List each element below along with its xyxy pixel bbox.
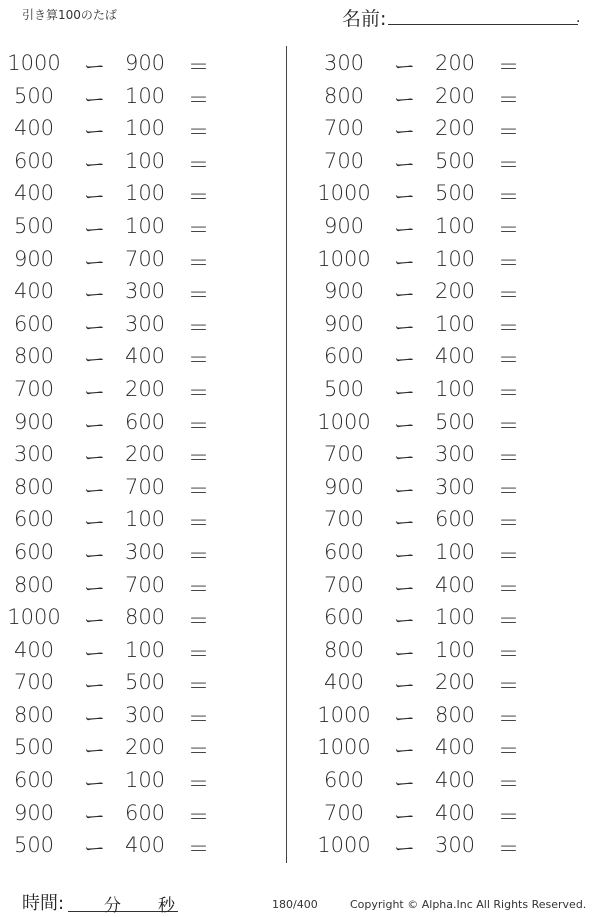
minuend: 900 — [323, 474, 365, 499]
problem-row — [310, 47, 550, 80]
minus-sign: ー — [84, 837, 105, 862]
problem-row — [0, 797, 240, 830]
minus-sign: ー — [394, 413, 415, 438]
equals-sign: ＝ — [498, 772, 519, 797]
subtrahend: 800 — [434, 702, 476, 727]
minuend: 700 — [323, 442, 365, 467]
problem-row — [310, 275, 550, 308]
minus-sign: ー — [394, 250, 415, 275]
equals-sign: ＝ — [188, 511, 209, 536]
minus-sign: ー — [84, 609, 105, 634]
minus-sign: ー — [394, 576, 415, 601]
problem-row — [0, 406, 240, 439]
problem-row — [0, 731, 240, 764]
subtrahend: 400 — [434, 768, 476, 793]
minuend: 700 — [13, 376, 55, 401]
minus-sign: ー — [84, 543, 105, 568]
minus-sign: ー — [394, 120, 415, 145]
problem-row — [310, 308, 550, 341]
problem-row — [0, 210, 240, 243]
minuend: 800 — [323, 637, 365, 662]
equals-sign: ＝ — [498, 120, 519, 145]
minuend: 700 — [323, 572, 365, 597]
minuend: 800 — [323, 83, 365, 108]
subtrahend: 100 — [124, 768, 166, 793]
problem-row — [310, 503, 550, 536]
minus-sign: ー — [394, 543, 415, 568]
subtrahend: 500 — [124, 670, 166, 695]
minus-sign: ー — [394, 446, 415, 471]
minus-sign: ー — [84, 250, 105, 275]
minuend: 900 — [323, 311, 365, 336]
minus-sign: ー — [84, 315, 105, 340]
equals-sign: ＝ — [188, 380, 209, 405]
equals-sign: ＝ — [188, 446, 209, 471]
problem-row — [0, 80, 240, 113]
problem-row — [0, 829, 240, 862]
problem-row — [310, 340, 550, 373]
minuend: 500 — [13, 735, 55, 760]
problem-row — [0, 340, 240, 373]
left-problem-column — [0, 47, 240, 862]
minus-sign: ー — [394, 380, 415, 405]
seconds-label: 秒 — [158, 896, 175, 916]
problem-row — [310, 112, 550, 145]
equals-sign: ＝ — [498, 87, 519, 112]
minus-sign: ー — [84, 446, 105, 471]
equals-sign: ＝ — [188, 641, 209, 666]
subtrahend: 100 — [124, 637, 166, 662]
minuend: 700 — [323, 148, 365, 173]
problem-row — [0, 47, 240, 80]
equals-sign: ＝ — [498, 217, 519, 242]
problem-row — [310, 731, 550, 764]
name-label: 名前: — [342, 8, 387, 30]
minus-sign: ー — [394, 315, 415, 340]
subtrahend: 100 — [434, 637, 476, 662]
equals-sign: ＝ — [188, 739, 209, 764]
minus-sign: ー — [84, 511, 105, 536]
problem-row — [310, 634, 550, 667]
subtrahend: 200 — [434, 279, 476, 304]
minuend: 1000 — [317, 833, 371, 858]
equals-sign: ＝ — [498, 283, 519, 308]
subtrahend: 400 — [434, 344, 476, 369]
equals-sign: ＝ — [188, 283, 209, 308]
subtrahend: 500 — [434, 181, 476, 206]
minuend: 600 — [323, 344, 365, 369]
subtrahend: 100 — [434, 605, 476, 630]
minuend: 900 — [323, 213, 365, 238]
minuend: 700 — [323, 116, 365, 141]
minus-sign: ー — [84, 120, 105, 145]
minus-sign: ー — [394, 641, 415, 666]
minuend: 400 — [323, 670, 365, 695]
equals-sign: ＝ — [188, 674, 209, 699]
problem-row — [310, 177, 550, 210]
subtrahend: 100 — [124, 507, 166, 532]
subtrahend: 100 — [124, 116, 166, 141]
equals-sign: ＝ — [188, 706, 209, 731]
equals-sign: ＝ — [498, 576, 519, 601]
minus-sign: ー — [394, 772, 415, 797]
equals-sign: ＝ — [498, 413, 519, 438]
subtrahend: 400 — [434, 800, 476, 825]
equals-sign: ＝ — [498, 837, 519, 862]
minuend: 900 — [323, 279, 365, 304]
minuend: 1000 — [317, 409, 371, 434]
subtrahend: 400 — [124, 344, 166, 369]
equals-sign: ＝ — [188, 543, 209, 568]
minuend: 300 — [323, 51, 365, 75]
minus-sign: ー — [84, 348, 105, 373]
minus-sign: ー — [84, 413, 105, 438]
minus-sign: ー — [84, 185, 105, 210]
equals-sign: ＝ — [188, 348, 209, 373]
equals-sign: ＝ — [188, 804, 209, 829]
equals-sign: ＝ — [188, 609, 209, 634]
subtrahend: 700 — [124, 246, 166, 271]
problem-row — [310, 764, 550, 797]
equals-sign: ＝ — [498, 641, 519, 666]
equals-sign: ＝ — [188, 478, 209, 503]
subtrahend: 200 — [434, 670, 476, 695]
problem-row — [310, 210, 550, 243]
minutes-label: 分 — [104, 896, 121, 916]
equals-sign: ＝ — [498, 706, 519, 731]
equals-sign: ＝ — [188, 837, 209, 862]
problem-row — [310, 536, 550, 569]
problem-row — [310, 666, 550, 699]
minus-sign: ー — [84, 380, 105, 405]
copyright: Copyright © Alpha.Inc All Rights Reserved. — [350, 898, 587, 911]
problem-row — [310, 373, 550, 406]
equals-sign: ＝ — [188, 413, 209, 438]
minuend: 500 — [13, 213, 55, 238]
minus-sign: ー — [84, 772, 105, 797]
equals-sign: ＝ — [498, 511, 519, 536]
minuend: 600 — [13, 507, 55, 532]
problem-row — [0, 569, 240, 602]
minus-sign: ー — [84, 478, 105, 503]
minuend: 700 — [323, 507, 365, 532]
problem-row — [0, 243, 240, 276]
equals-sign: ＝ — [498, 152, 519, 177]
minuend: 900 — [13, 800, 55, 825]
subtrahend: 200 — [124, 735, 166, 760]
subtrahend: 200 — [124, 376, 166, 401]
problem-row — [0, 177, 240, 210]
minus-sign: ー — [84, 804, 105, 829]
subtrahend: 400 — [434, 572, 476, 597]
minuend: 1000 — [7, 605, 61, 630]
problem-row — [310, 829, 550, 862]
subtrahend: 200 — [434, 83, 476, 108]
subtrahend: 200 — [434, 116, 476, 141]
minus-sign: ー — [394, 511, 415, 536]
subtrahend: 800 — [124, 605, 166, 630]
subtrahend: 300 — [434, 474, 476, 499]
problem-row — [0, 145, 240, 178]
problem-row — [0, 503, 240, 536]
minuend: 600 — [13, 539, 55, 564]
equals-sign: ＝ — [498, 609, 519, 634]
minus-sign: ー — [84, 283, 105, 308]
equals-sign: ＝ — [498, 185, 519, 210]
subtrahend: 200 — [434, 51, 476, 75]
subtrahend: 100 — [434, 246, 476, 271]
name-line — [388, 24, 578, 25]
minus-sign: ー — [84, 217, 105, 242]
minuend: 600 — [13, 311, 55, 336]
right-problem-column — [310, 47, 550, 862]
subtrahend: 200 — [124, 442, 166, 467]
page-number: 180/400 — [272, 898, 318, 911]
subtrahend: 300 — [124, 279, 166, 304]
minuend: 500 — [323, 376, 365, 401]
problem-row — [0, 112, 240, 145]
equals-sign: ＝ — [188, 576, 209, 601]
minus-sign: ー — [394, 739, 415, 764]
minus-sign: ー — [84, 87, 105, 112]
equals-sign: ＝ — [498, 446, 519, 471]
minuend: 1000 — [317, 735, 371, 760]
subtrahend: 500 — [434, 148, 476, 173]
minus-sign: ー — [394, 55, 415, 79]
equals-sign: ＝ — [498, 478, 519, 503]
time-label: 時間: — [22, 893, 65, 914]
subtrahend: 300 — [434, 833, 476, 858]
equals-sign: ＝ — [188, 152, 209, 177]
equals-sign: ＝ — [188, 185, 209, 210]
minus-sign: ー — [84, 55, 105, 79]
minus-sign: ー — [84, 706, 105, 731]
equals-sign: ＝ — [498, 315, 519, 340]
problem-row — [0, 666, 240, 699]
equals-sign: ＝ — [498, 380, 519, 405]
problem-row — [310, 569, 550, 602]
subtrahend: 100 — [434, 376, 476, 401]
minuend: 1000 — [317, 702, 371, 727]
subtrahend: 700 — [124, 572, 166, 597]
problem-row — [310, 438, 550, 471]
equals-sign: ＝ — [498, 739, 519, 764]
minuend: 600 — [323, 539, 365, 564]
minus-sign: ー — [394, 478, 415, 503]
subtrahend: 600 — [124, 800, 166, 825]
problem-row — [310, 471, 550, 504]
minuend: 1000 — [317, 181, 371, 206]
subtrahend: 900 — [124, 51, 166, 75]
minus-sign: ー — [394, 706, 415, 731]
minuend: 800 — [13, 474, 55, 499]
problem-row — [0, 536, 240, 569]
minuend: 400 — [13, 116, 55, 141]
equals-sign: ＝ — [188, 772, 209, 797]
problem-row — [310, 145, 550, 178]
subtrahend: 100 — [124, 181, 166, 206]
name-line-end: . — [576, 10, 581, 26]
problem-row — [310, 406, 550, 439]
subtrahend: 300 — [124, 539, 166, 564]
subtrahend: 600 — [434, 507, 476, 532]
minuend: 1000 — [317, 246, 371, 271]
minuend: 600 — [13, 148, 55, 173]
problem-row — [310, 243, 550, 276]
subtrahend: 500 — [434, 409, 476, 434]
minus-sign: ー — [394, 674, 415, 699]
subtrahend: 300 — [434, 442, 476, 467]
equals-sign: ＝ — [188, 250, 209, 275]
problem-row — [0, 634, 240, 667]
minus-sign: ー — [394, 185, 415, 210]
minuend: 500 — [13, 83, 55, 108]
minus-sign: ー — [394, 837, 415, 862]
equals-sign: ＝ — [498, 250, 519, 275]
minus-sign: ー — [394, 283, 415, 308]
equals-sign: ＝ — [188, 217, 209, 242]
problem-row — [310, 601, 550, 634]
minuend: 800 — [13, 344, 55, 369]
minuend: 600 — [323, 768, 365, 793]
minus-sign: ー — [394, 217, 415, 242]
minuend: 800 — [13, 702, 55, 727]
minus-sign: ー — [394, 804, 415, 829]
problem-row — [0, 373, 240, 406]
problem-row — [0, 275, 240, 308]
minuend: 1000 — [7, 51, 61, 75]
problem-row — [310, 797, 550, 830]
subtrahend: 400 — [434, 735, 476, 760]
column-divider — [286, 46, 287, 863]
minus-sign: ー — [84, 152, 105, 177]
subtrahend: 100 — [124, 148, 166, 173]
subtrahend: 300 — [124, 311, 166, 336]
problem-row — [310, 699, 550, 732]
subtrahend: 100 — [434, 539, 476, 564]
equals-sign: ＝ — [498, 543, 519, 568]
subtrahend: 100 — [124, 83, 166, 108]
subtrahend: 600 — [124, 409, 166, 434]
minuend: 600 — [323, 605, 365, 630]
minuend: 500 — [13, 833, 55, 858]
minus-sign: ー — [84, 576, 105, 601]
problem-row — [0, 601, 240, 634]
equals-sign: ＝ — [498, 804, 519, 829]
minus-sign: ー — [84, 739, 105, 764]
problem-row — [0, 471, 240, 504]
equals-sign: ＝ — [498, 348, 519, 373]
minus-sign: ー — [394, 87, 415, 112]
minus-sign: ー — [394, 152, 415, 177]
problem-row — [310, 80, 550, 113]
minuend: 700 — [323, 800, 365, 825]
equals-sign: ＝ — [188, 87, 209, 112]
minuend: 400 — [13, 181, 55, 206]
minus-sign: ー — [394, 348, 415, 373]
subtrahend: 700 — [124, 474, 166, 499]
minus-sign: ー — [394, 609, 415, 634]
equals-sign: ＝ — [188, 315, 209, 340]
problem-row — [0, 699, 240, 732]
minuend: 600 — [13, 768, 55, 793]
equals-sign: ＝ — [498, 674, 519, 699]
equals-sign: ＝ — [188, 55, 209, 79]
minuend: 400 — [13, 279, 55, 304]
subtrahend: 400 — [124, 833, 166, 858]
subtrahend: 100 — [434, 311, 476, 336]
problem-row — [0, 764, 240, 797]
minus-sign: ー — [84, 674, 105, 699]
equals-sign: ＝ — [498, 55, 519, 79]
worksheet-title: 引き算100のたば — [22, 8, 117, 22]
equals-sign: ＝ — [188, 120, 209, 145]
problem-row — [0, 308, 240, 341]
minuend: 300 — [13, 442, 55, 467]
minuend: 700 — [13, 670, 55, 695]
minuend: 900 — [13, 246, 55, 271]
problem-row — [0, 438, 240, 471]
minuend: 400 — [13, 637, 55, 662]
minuend: 900 — [13, 409, 55, 434]
minus-sign: ー — [84, 641, 105, 666]
subtrahend: 100 — [124, 213, 166, 238]
subtrahend: 100 — [434, 213, 476, 238]
subtrahend: 300 — [124, 702, 166, 727]
minuend: 800 — [13, 572, 55, 597]
